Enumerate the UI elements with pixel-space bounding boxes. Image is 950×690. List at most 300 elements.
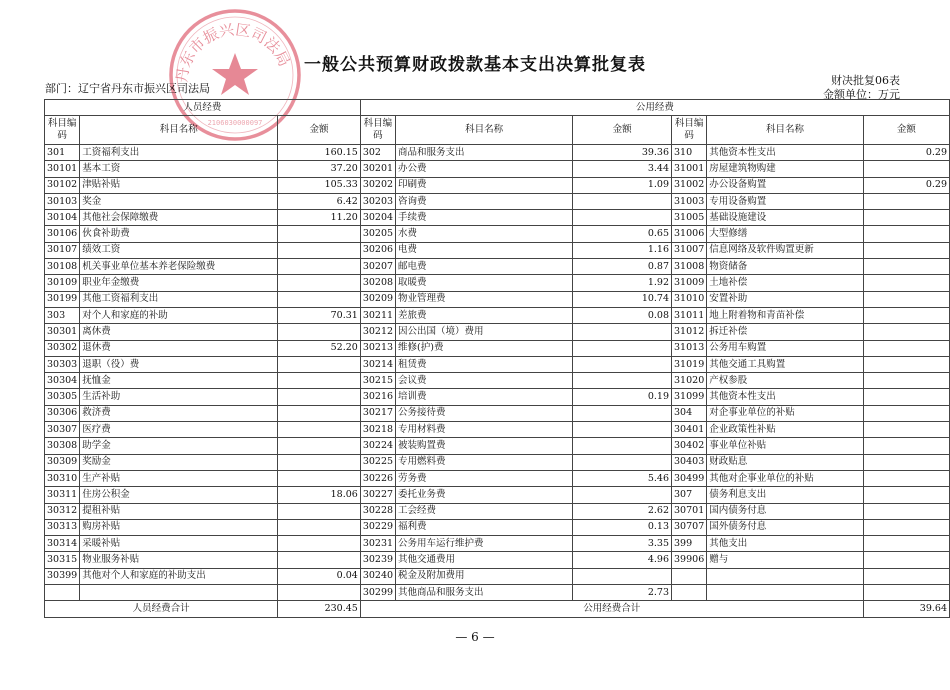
amount-cell xyxy=(573,405,672,421)
amount-cell xyxy=(863,552,949,568)
subject-code: 30231 xyxy=(360,536,395,552)
subject-code: 30311 xyxy=(45,487,80,503)
subject-code: 30207 xyxy=(360,259,395,275)
subject-code: 30310 xyxy=(45,470,80,486)
subject-name: 离休费 xyxy=(80,324,278,340)
amount-cell xyxy=(863,568,949,584)
subject-code: 30239 xyxy=(360,552,395,568)
subject-name: 咨询费 xyxy=(396,193,573,209)
amount-cell xyxy=(863,585,949,601)
amount-cell: 10.74 xyxy=(573,291,672,307)
amount-cell xyxy=(863,242,949,258)
subject-code: 30307 xyxy=(45,422,80,438)
amount-cell: 52.20 xyxy=(278,340,361,356)
amount-cell: 0.19 xyxy=(573,389,672,405)
subject-code: 30101 xyxy=(45,161,80,177)
subject-code: 30199 xyxy=(45,291,80,307)
subject-code: 30299 xyxy=(360,585,395,601)
subject-code xyxy=(672,585,707,601)
subject-code: 30225 xyxy=(360,454,395,470)
subject-code: 30109 xyxy=(45,275,80,291)
col-header-code: 科目编码 xyxy=(45,116,80,145)
amount-cell xyxy=(278,454,361,470)
subject-code xyxy=(672,568,707,584)
subject-code: 30218 xyxy=(360,422,395,438)
amount-cell: 0.65 xyxy=(573,226,672,242)
amount-cell: 1.92 xyxy=(573,275,672,291)
subject-name: 公务接待费 xyxy=(396,405,573,421)
amount-cell: 6.42 xyxy=(278,193,361,209)
subject-code: 30306 xyxy=(45,405,80,421)
amount-cell xyxy=(278,519,361,535)
amount-cell xyxy=(863,389,949,405)
subject-name: 信息网络及软件购置更新 xyxy=(707,242,863,258)
subject-name: 差旅费 xyxy=(396,307,573,323)
subject-name: 专用设备购置 xyxy=(707,193,863,209)
subject-name: 专用燃料费 xyxy=(396,454,573,470)
table-row xyxy=(45,389,950,405)
amount-cell xyxy=(278,552,361,568)
amount-cell xyxy=(278,422,361,438)
amount-cell xyxy=(278,405,361,421)
subject-code: 30214 xyxy=(360,356,395,372)
table-row xyxy=(45,536,950,552)
amount-cell xyxy=(573,356,672,372)
amount-cell xyxy=(278,438,361,454)
amount-cell: 0.04 xyxy=(278,568,361,584)
subject-name: 工资福利支出 xyxy=(80,145,278,161)
amount-cell xyxy=(863,454,949,470)
subject-name: 商品和服务支出 xyxy=(396,145,573,161)
subject-code: 307 xyxy=(672,487,707,503)
subject-name: 电费 xyxy=(396,242,573,258)
subject-name: 其他交通工具购置 xyxy=(707,356,863,372)
subject-name: 退休费 xyxy=(80,340,278,356)
subject-name: 国外债务付息 xyxy=(707,519,863,535)
amount-cell: 0.29 xyxy=(863,177,949,193)
amount-cell xyxy=(863,356,949,372)
subject-name: 伙食补助费 xyxy=(80,226,278,242)
amount-cell: 39.36 xyxy=(573,145,672,161)
amount-cell xyxy=(278,503,361,519)
form-number: 财决批复06表 xyxy=(831,74,900,87)
table-row xyxy=(45,470,950,486)
subject-code: 30107 xyxy=(45,242,80,258)
subject-name: 物业管理费 xyxy=(396,291,573,307)
table-row xyxy=(45,210,950,226)
amount-cell: 11.20 xyxy=(278,210,361,226)
subject-name: 基本工资 xyxy=(80,161,278,177)
subject-code: 30308 xyxy=(45,438,80,454)
subject-code: 30205 xyxy=(360,226,395,242)
subject-code: 31005 xyxy=(672,210,707,226)
subject-code: 31002 xyxy=(672,177,707,193)
subject-code xyxy=(45,585,80,601)
subject-name: 物资储备 xyxy=(707,259,863,275)
table-row xyxy=(45,405,950,421)
amount-cell xyxy=(278,226,361,242)
amount-cell xyxy=(573,422,672,438)
table-row xyxy=(45,438,950,454)
subject-code: 30212 xyxy=(360,324,395,340)
amount-cell xyxy=(573,324,672,340)
amount-cell xyxy=(278,585,361,601)
amount-cell xyxy=(863,226,949,242)
subject-name xyxy=(707,585,863,601)
subject-code: 31010 xyxy=(672,291,707,307)
amount-cell xyxy=(278,324,361,340)
subject-code: 30315 xyxy=(45,552,80,568)
table-row xyxy=(45,373,950,389)
subject-name: 国内债务付息 xyxy=(707,503,863,519)
subject-code: 30228 xyxy=(360,503,395,519)
subject-name: 其他资本性支出 xyxy=(707,145,863,161)
subject-name: 其他资本性支出 xyxy=(707,389,863,405)
subject-name: 工会经费 xyxy=(396,503,573,519)
subject-code: 30309 xyxy=(45,454,80,470)
subject-name: 职业年金缴费 xyxy=(80,275,278,291)
subject-code: 31020 xyxy=(672,373,707,389)
subject-name: 事业单位补贴 xyxy=(707,438,863,454)
subject-name: 印刷费 xyxy=(396,177,573,193)
amount-cell: 0.29 xyxy=(863,145,949,161)
subject-name: 绩效工资 xyxy=(80,242,278,258)
subject-code: 30227 xyxy=(360,487,395,503)
subject-name: 会议费 xyxy=(396,373,573,389)
subject-name: 邮电费 xyxy=(396,259,573,275)
subject-code: 310 xyxy=(672,145,707,161)
amount-cell xyxy=(278,275,361,291)
subject-code: 30226 xyxy=(360,470,395,486)
subject-code: 31001 xyxy=(672,161,707,177)
subject-code: 30402 xyxy=(672,438,707,454)
subject-name: 其他支出 xyxy=(707,536,863,552)
amount-cell: 3.44 xyxy=(573,161,672,177)
subject-name: 其他工资福利支出 xyxy=(80,291,278,307)
subject-code: 30217 xyxy=(360,405,395,421)
subject-name: 因公出国（境）费用 xyxy=(396,324,573,340)
subject-code: 30302 xyxy=(45,340,80,356)
subject-name: 企业政策性补贴 xyxy=(707,422,863,438)
table-row xyxy=(45,487,950,503)
amount-cell xyxy=(863,340,949,356)
table-row xyxy=(45,226,950,242)
amount-cell xyxy=(573,438,672,454)
subject-name: 采暖补贴 xyxy=(80,536,278,552)
subject-code: 30305 xyxy=(45,389,80,405)
subject-code: 31012 xyxy=(672,324,707,340)
subject-name: 维修(护)费 xyxy=(396,340,573,356)
subject-code: 30106 xyxy=(45,226,80,242)
subject-name: 生产补贴 xyxy=(80,470,278,486)
subject-code: 30213 xyxy=(360,340,395,356)
budget-table xyxy=(44,99,950,618)
table-row xyxy=(45,503,950,519)
amount-cell xyxy=(573,454,672,470)
subject-name: 助学金 xyxy=(80,438,278,454)
subject-code: 30229 xyxy=(360,519,395,535)
table-row xyxy=(45,422,950,438)
public-group-header: 公用经费 xyxy=(360,100,949,116)
subject-name: 地上附着物和青苗补偿 xyxy=(707,307,863,323)
public-total-label: 公用经费合计 xyxy=(360,601,863,617)
subject-name: 其他对企事业单位的补贴 xyxy=(707,470,863,486)
subject-code: 30108 xyxy=(45,259,80,275)
amount-cell: 4.96 xyxy=(573,552,672,568)
table-row xyxy=(45,275,950,291)
col-header-code: 科目编码 xyxy=(672,116,707,145)
subject-code: 31009 xyxy=(672,275,707,291)
subject-code: 31007 xyxy=(672,242,707,258)
amount-cell xyxy=(573,210,672,226)
amount-cell xyxy=(863,210,949,226)
col-header-code: 科目编码 xyxy=(360,116,395,145)
amount-unit: 金额单位：万元 xyxy=(823,88,900,101)
subject-name: 公务用车运行维护费 xyxy=(396,536,573,552)
subject-name: 租赁费 xyxy=(396,356,573,372)
amount-cell xyxy=(863,373,949,389)
table-row xyxy=(45,519,950,535)
amount-cell xyxy=(278,536,361,552)
amount-cell xyxy=(863,275,949,291)
subject-name: 办公设备购置 xyxy=(707,177,863,193)
subject-code: 30202 xyxy=(360,177,395,193)
personnel-total-label: 人员经费合计 xyxy=(45,601,278,617)
page-title: 一般公共预算财政拨款基本支出决算批复表 xyxy=(304,55,646,75)
subject-name: 拆迁补偿 xyxy=(707,324,863,340)
table-row xyxy=(45,552,950,568)
subject-name xyxy=(707,568,863,584)
subject-name: 房屋建筑物购建 xyxy=(707,161,863,177)
subject-code: 30216 xyxy=(360,389,395,405)
subject-code: 31013 xyxy=(672,340,707,356)
table-row xyxy=(45,568,950,584)
amount-cell xyxy=(863,324,949,340)
subject-name: 奖金 xyxy=(80,193,278,209)
subject-code: 30203 xyxy=(360,193,395,209)
subject-name: 培训费 xyxy=(396,389,573,405)
amount-cell xyxy=(863,307,949,323)
subject-code: 30313 xyxy=(45,519,80,535)
subject-name: 债务利息支出 xyxy=(707,487,863,503)
amount-cell xyxy=(863,438,949,454)
subject-name: 其他对个人和家庭的补助支出 xyxy=(80,568,278,584)
subject-code: 30204 xyxy=(360,210,395,226)
subject-code: 30224 xyxy=(360,438,395,454)
subject-name: 其他社会保障缴费 xyxy=(80,210,278,226)
subject-code: 30401 xyxy=(672,422,707,438)
subject-name: 其他交通费用 xyxy=(396,552,573,568)
col-header-name: 科目名称 xyxy=(396,116,573,145)
subject-code: 30104 xyxy=(45,210,80,226)
subject-code: 30211 xyxy=(360,307,395,323)
subject-name: 被装购置费 xyxy=(396,438,573,454)
col-header-name: 科目名称 xyxy=(707,116,863,145)
subject-name: 水费 xyxy=(396,226,573,242)
subject-code: 39906 xyxy=(672,552,707,568)
subject-code: 30102 xyxy=(45,177,80,193)
subject-code: 30303 xyxy=(45,356,80,372)
table-row xyxy=(45,585,950,601)
subject-code: 30209 xyxy=(360,291,395,307)
table-row xyxy=(45,193,950,209)
subject-code: 30240 xyxy=(360,568,395,584)
amount-cell: 37.20 xyxy=(278,161,361,177)
col-header-amount: 金额 xyxy=(278,116,361,145)
subject-code: 30103 xyxy=(45,193,80,209)
subject-name: 救济费 xyxy=(80,405,278,421)
subject-name: 委托业务费 xyxy=(396,487,573,503)
amount-cell: 0.13 xyxy=(573,519,672,535)
subject-name: 抚恤金 xyxy=(80,373,278,389)
table-row xyxy=(45,161,950,177)
table-row xyxy=(45,242,950,258)
subject-code: 30215 xyxy=(360,373,395,389)
subject-code: 31099 xyxy=(672,389,707,405)
amount-cell: 1.09 xyxy=(573,177,672,193)
subject-code: 31019 xyxy=(672,356,707,372)
subject-code: 31003 xyxy=(672,193,707,209)
amount-cell xyxy=(863,405,949,421)
table-row xyxy=(45,340,950,356)
subject-name: 对企事业单位的补贴 xyxy=(707,405,863,421)
subject-name: 土地补偿 xyxy=(707,275,863,291)
subject-name: 购房补贴 xyxy=(80,519,278,535)
amount-cell xyxy=(863,291,949,307)
subject-code: 30201 xyxy=(360,161,395,177)
subject-name: 福利费 xyxy=(396,519,573,535)
subject-name: 退职（役）费 xyxy=(80,356,278,372)
amount-cell xyxy=(573,487,672,503)
subject-code: 30208 xyxy=(360,275,395,291)
subject-name: 津贴补贴 xyxy=(80,177,278,193)
amount-cell xyxy=(278,291,361,307)
amount-cell: 3.35 xyxy=(573,536,672,552)
amount-cell: 70.31 xyxy=(278,307,361,323)
subject-name: 手续费 xyxy=(396,210,573,226)
amount-cell xyxy=(863,259,949,275)
amount-cell xyxy=(573,340,672,356)
subject-name xyxy=(80,585,278,601)
amount-cell xyxy=(278,356,361,372)
amount-cell xyxy=(278,470,361,486)
public-total-value: 39.64 xyxy=(863,601,949,617)
table-row xyxy=(45,291,950,307)
subject-code: 30499 xyxy=(672,470,707,486)
amount-cell xyxy=(863,161,949,177)
subject-code: 30206 xyxy=(360,242,395,258)
subject-code: 30707 xyxy=(672,519,707,535)
subject-code: 30304 xyxy=(45,373,80,389)
table-row xyxy=(45,259,950,275)
amount-cell: 18.06 xyxy=(278,487,361,503)
table-row xyxy=(45,356,950,372)
amount-cell: 105.33 xyxy=(278,177,361,193)
amount-cell xyxy=(863,487,949,503)
subject-name: 财政贴息 xyxy=(707,454,863,470)
amount-cell: 1.16 xyxy=(573,242,672,258)
subject-name: 产权参股 xyxy=(707,373,863,389)
subject-code: 31008 xyxy=(672,259,707,275)
amount-cell xyxy=(863,422,949,438)
amount-cell: 160.15 xyxy=(278,145,361,161)
amount-cell xyxy=(863,193,949,209)
col-header-name: 科目名称 xyxy=(80,116,278,145)
amount-cell xyxy=(863,470,949,486)
personnel-total-value: 230.45 xyxy=(278,601,361,617)
subject-name: 其他商品和服务支出 xyxy=(396,585,573,601)
amount-cell xyxy=(573,193,672,209)
table-row xyxy=(45,177,950,193)
subject-name: 医疗费 xyxy=(80,422,278,438)
col-header-amount: 金额 xyxy=(573,116,672,145)
subject-name: 大型修缮 xyxy=(707,226,863,242)
amount-cell xyxy=(573,568,672,584)
subject-name: 劳务费 xyxy=(396,470,573,486)
subject-code: 30403 xyxy=(672,454,707,470)
subject-code: 30314 xyxy=(45,536,80,552)
subject-name: 办公费 xyxy=(396,161,573,177)
subject-name: 基础设施建设 xyxy=(707,210,863,226)
amount-cell xyxy=(278,259,361,275)
subject-code: 30399 xyxy=(45,568,80,584)
subject-name: 赠与 xyxy=(707,552,863,568)
subject-name: 机关事业单位基本养老保险缴费 xyxy=(80,259,278,275)
subject-name: 对个人和家庭的补助 xyxy=(80,307,278,323)
amount-cell xyxy=(278,373,361,389)
subject-code: 31011 xyxy=(672,307,707,323)
subject-name: 取暖费 xyxy=(396,275,573,291)
subject-name: 专用材料费 xyxy=(396,422,573,438)
subject-code: 30312 xyxy=(45,503,80,519)
table-row xyxy=(45,324,950,340)
subject-code: 301 xyxy=(45,145,80,161)
subject-code: 399 xyxy=(672,536,707,552)
subject-name: 安置补助 xyxy=(707,291,863,307)
svg-text:丹东市振兴区司法局: 丹东市振兴区司法局 xyxy=(172,20,294,84)
subject-code: 303 xyxy=(45,307,80,323)
personnel-group-header: 人员经费 xyxy=(45,100,361,116)
table-row xyxy=(45,454,950,470)
subject-code: 302 xyxy=(360,145,395,161)
subject-code: 31006 xyxy=(672,226,707,242)
amount-cell xyxy=(863,536,949,552)
amount-cell: 5.46 xyxy=(573,470,672,486)
amount-cell xyxy=(278,242,361,258)
table-row xyxy=(45,145,950,161)
subject-name: 税金及附加费用 xyxy=(396,568,573,584)
subject-code: 30301 xyxy=(45,324,80,340)
subject-code: 30701 xyxy=(672,503,707,519)
page-number: — 6 — xyxy=(455,630,495,644)
subject-name: 公务用车购置 xyxy=(707,340,863,356)
col-header-amount: 金额 xyxy=(863,116,949,145)
subject-name: 物业服务补贴 xyxy=(80,552,278,568)
amount-cell xyxy=(278,389,361,405)
subject-name: 住房公积金 xyxy=(80,487,278,503)
amount-cell xyxy=(863,503,949,519)
amount-cell: 0.87 xyxy=(573,259,672,275)
amount-cell: 2.73 xyxy=(573,585,672,601)
subject-name: 奖励金 xyxy=(80,454,278,470)
amount-cell xyxy=(573,373,672,389)
amount-cell: 0.08 xyxy=(573,307,672,323)
amount-cell: 2.62 xyxy=(573,503,672,519)
subject-name: 生活补助 xyxy=(80,389,278,405)
subject-name: 提租补贴 xyxy=(80,503,278,519)
amount-cell xyxy=(863,519,949,535)
table-row xyxy=(45,307,950,323)
